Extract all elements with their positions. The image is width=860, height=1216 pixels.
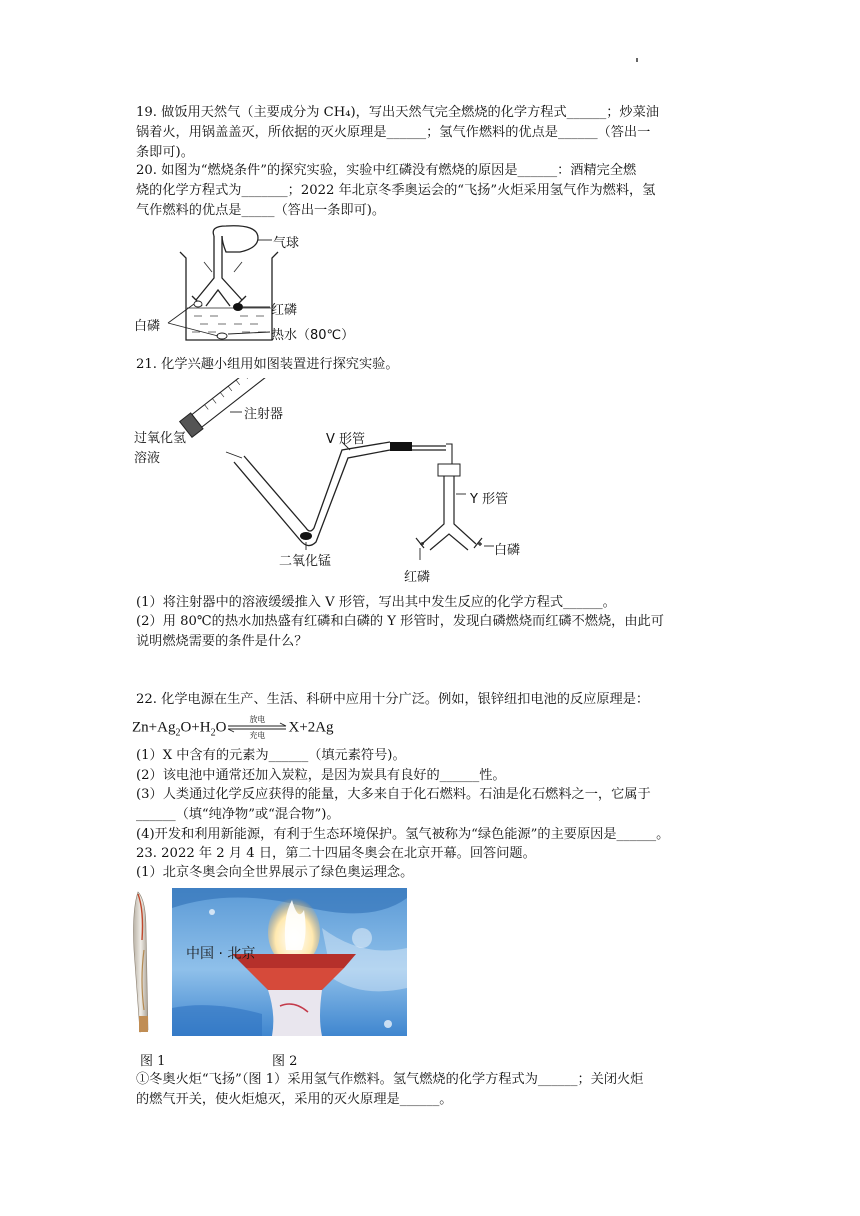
q23-intro: 23. 2022 年 2 月 4 日，第二十四届冬奥会在北京开幕。回答问题。 bbox=[136, 846, 536, 861]
q20-line1: 20. 如图为“燃烧条件”的探究实验，实验中红磷没有燃烧的原因是______：酒精完全燃 bbox=[136, 163, 637, 178]
label-red-phosphorus-2: 红磷 bbox=[404, 570, 431, 585]
label-h2o2-line1: 过氧化氢 bbox=[134, 431, 187, 446]
battery-equation: $Zn+Ag_2O+H_2O$ 放电 充电 X+2Ag bbox=[132, 715, 334, 740]
q23-sub1: (1）北京冬奥会向全世界展示了绿色奥运理念。 bbox=[136, 865, 414, 880]
q21-sub2-line2: 说明燃烧需要的条件是什么？ bbox=[136, 634, 308, 649]
q19-line1: 19. 做饭用天然气（主要成分为 CH₄)，写出天然气完全燃烧的化学方程式______；炒菜油 bbox=[136, 105, 659, 120]
label-discharge: 放电 bbox=[249, 715, 266, 724]
q22-sub4: (4)开发和利用新能源，有利于生态环境保护。氢气被称为“绿色能源”的主要原因是______。 bbox=[136, 827, 670, 842]
label-red-phosphorus-1: 红磷 bbox=[271, 303, 298, 318]
q23-sub1a-line1: ①冬奥火炬“飞扬”（图 1）采用氢气作燃料。氢气燃烧的化学方程式为______；关闭火炬 bbox=[136, 1072, 644, 1087]
label-v-tube: V 形管 bbox=[326, 432, 366, 447]
q22-sub3-line1: (3）人类通过化学反应获得的能量，大多来自于化石燃料。石油是化石燃料之一，它属于 bbox=[136, 787, 651, 802]
reversible-arrow bbox=[226, 716, 288, 740]
label-mno2: 二氧化锰 bbox=[279, 554, 332, 569]
label-h2o2-line2: 溶液 bbox=[134, 451, 161, 466]
photo-caption: 中国 · 北京 bbox=[186, 946, 256, 962]
figure-1-caption: 图 1 bbox=[140, 1054, 166, 1069]
torch-figure bbox=[128, 890, 156, 1034]
q20-line3: 气作燃料的优点是_____（答出一条即可)。 bbox=[136, 203, 386, 218]
label-y-tube: Y 形管 bbox=[470, 492, 509, 507]
label-white-phosphorus-2: 白磷 bbox=[494, 543, 521, 558]
figure-2-caption: 图 2 bbox=[272, 1054, 298, 1069]
label-hot-water: 热水（80℃） bbox=[271, 328, 355, 343]
apparatus-figure bbox=[130, 378, 550, 590]
q19-line3: 条即可)。 bbox=[136, 145, 194, 160]
q21-intro: 21. 化学兴趣小组用如图装置进行探究实验。 bbox=[136, 357, 399, 372]
q22-intro: 22. 化学电源在生产、生活、科研中应用十分广泛。例如，银锌纽扣电池的反应原理是： bbox=[136, 692, 650, 707]
label-charge: 充电 bbox=[249, 731, 266, 740]
q21-sub2-line1: (2）用 80℃的热水加热盛有红磷和白磷的 Y 形管时，发现白磷燃烧而红磷不燃烧，由此可 bbox=[136, 614, 664, 629]
q20-line2: 烧的化学方程式为_______；2022 年北京冬季奥运会的“飞扬”火炬采用氢气作为燃料，氢 bbox=[136, 183, 656, 198]
q22-sub2: (2）该电池中通常还加入炭粒，是因为炭具有良好的______性。 bbox=[136, 768, 506, 783]
q22-sub3-line2: ______（填“纯净物”或“混合物”)。 bbox=[136, 807, 340, 822]
page-mark bbox=[636, 58, 638, 62]
q23-sub1a-line2: 的燃气开关，使火炬熄灭，采用的灭火原理是______。 bbox=[136, 1092, 453, 1107]
label-balloon: 气球 bbox=[273, 236, 300, 251]
q19-line2: 锅着火，用锅盖盖灭，所依据的灭火原理是______；氢气作燃料的优点是______（答出一 bbox=[136, 125, 651, 140]
label-white-phosphorus-1: 白磷 bbox=[134, 319, 161, 334]
q21-sub1: (1）将注射器中的溶液缓缓推入 V 形管，写出其中发生反应的化学方程式______。 bbox=[136, 595, 616, 610]
q22-sub1: (1）X 中含有的元素为______（填元素符号)。 bbox=[136, 748, 406, 763]
label-syringe: 注射器 bbox=[244, 407, 284, 422]
